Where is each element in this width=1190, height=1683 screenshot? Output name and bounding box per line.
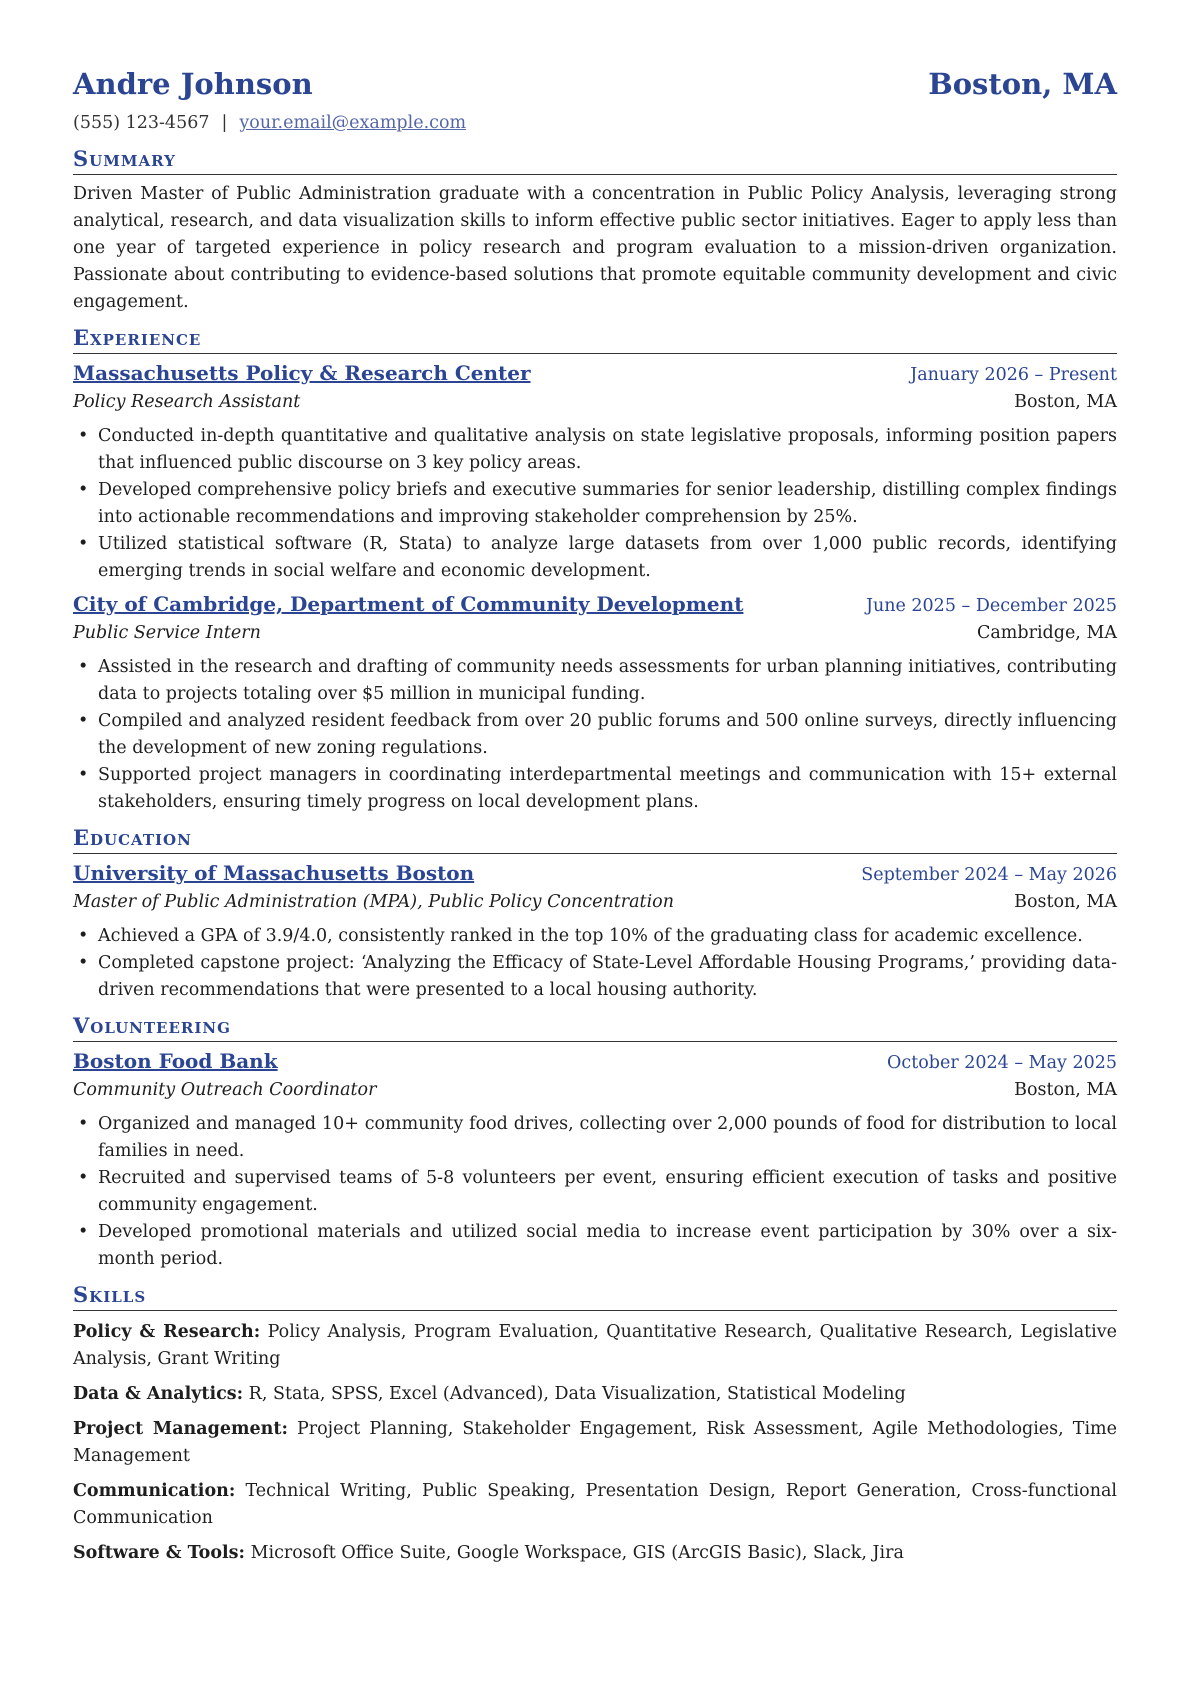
entry-role: Master of Public Administration (MPA), Public Policy Concentration — [73, 892, 674, 912]
skill-list: Microsoft Office Suite, Google Workspace, GIS (ArcGIS Basic), Slack, Jira — [250, 1543, 904, 1563]
skill-line — [73, 1381, 1117, 1408]
education-entry — [73, 860, 1117, 1004]
entry-role: Policy Research Assistant — [73, 392, 301, 412]
skill-line — [73, 1540, 1117, 1567]
bullet-list — [73, 1111, 1117, 1273]
organization-link[interactable]: City of Cambridge, Department of Community Development — [73, 592, 744, 616]
entry-location: Boston, MA — [1014, 392, 1117, 412]
bullet-item: • Utilized statistical software (R, Stata) to analyze large datasets from over 1,000 public records, identifying emerging trends in social welfare and economic development. — [98, 531, 1117, 585]
entry-dates: January 2026 – Present — [910, 365, 1117, 385]
phone-number: (555) 123-4567 — [73, 113, 210, 133]
bullet-item: • Supported project managers in coordinating interdepartmental meetings and communication with 15+ external stakeholders, ensuring timely progress on local development plans. — [98, 762, 1117, 816]
skill-category: Data & Analytics: — [73, 1384, 244, 1404]
entry-location: Boston, MA — [1014, 1080, 1117, 1100]
bullet-item: • Completed capstone project: ‘Analyzing the Efficacy of State-Level Affordable Housing Programs,’ providing data-driven recommendations that were presented to a local housing authority. — [98, 950, 1117, 1004]
skill-line — [73, 1319, 1117, 1373]
bullet-list — [73, 423, 1117, 585]
section-title-experience: Experience — [73, 324, 1117, 354]
contact-separator: | — [221, 113, 228, 133]
resume-header — [73, 64, 1117, 104]
summary-text: Driven Master of Public Administration graduate with a concentration in Public Policy Analysis, leveraging strong analytical, research, and data visualization skills to inform effective public sector initiatives. Eager to apply less than one year of targeted experience in policy research and program evaluation to a mission-driven organization. Passionate about contributing to evidence-based solutions that promote equitable community development and civic engagement. — [73, 184, 1117, 312]
bullet-item: • Developed promotional materials and utilized social media to increase event participation by 30% over a six-month period. — [98, 1219, 1117, 1273]
skill-list: R, Stata, SPSS, Excel (Advanced), Data Visualization, Statistical Modeling — [248, 1384, 906, 1404]
bullet-list — [73, 654, 1117, 816]
header-location: Boston, MA — [928, 67, 1117, 101]
entry-dates: October 2024 – May 2025 — [887, 1053, 1117, 1073]
entry-dates: September 2024 – May 2026 — [861, 865, 1117, 885]
skill-line — [73, 1416, 1117, 1470]
skill-category: Project Management: — [73, 1419, 288, 1439]
skill-line — [73, 1478, 1117, 1532]
organization-link[interactable]: Massachusetts Policy & Research Center — [73, 361, 531, 385]
bullet-item: • Organized and managed 10+ community food drives, collecting over 2,000 pounds of food for distribution to local families in need. — [98, 1111, 1117, 1165]
bullet-item: • Recruited and supervised teams of 5-8 volunteers per event, ensuring efficient execution of tasks and positive community engagement. — [98, 1165, 1117, 1219]
entry-location: Boston, MA — [1014, 892, 1117, 912]
bullet-item: • Assisted in the research and drafting of community needs assessments for urban planning initiatives, contributing data to projects totaling over $5 million in municipal funding. — [98, 654, 1117, 708]
experience-entry — [73, 360, 1117, 585]
skill-category: Communication: — [73, 1481, 236, 1501]
volunteering-entry — [73, 1048, 1117, 1273]
skill-category: Software & Tools: — [73, 1543, 245, 1563]
bullet-item: • Compiled and analyzed resident feedback from over 20 public forums and 500 online surveys, directly influencing the development of new zoning regulations. — [98, 708, 1117, 762]
section-title-summary: Summary — [73, 145, 1117, 175]
entry-dates: June 2025 – December 2025 — [865, 596, 1117, 616]
entry-location: Cambridge, MA — [976, 623, 1117, 643]
skill-list: Technical Writing, Public Speaking, Presentation Design, Report Generation, Cross-functional Communication — [73, 1481, 1117, 1528]
organization-link[interactable]: Boston Food Bank — [73, 1049, 278, 1073]
bullet-list — [73, 923, 1117, 1004]
bullet-item: • Conducted in-depth quantitative and qualitative analysis on state legislative proposals, informing position papers that influenced public discourse on 3 key policy areas. — [98, 423, 1117, 477]
section-title-education: Education — [73, 824, 1117, 854]
bullet-item: • Developed comprehensive policy briefs and executive summaries for senior leadership, distilling complex findings into actionable recommendations and improving stakeholder comprehension by 25%. — [98, 477, 1117, 531]
section-title-skills: Skills — [73, 1281, 1117, 1311]
bullet-item: • Achieved a GPA of 3.9/4.0, consistently ranked in the top 10% of the graduating class for academic excellence. — [98, 923, 1117, 950]
organization-link[interactable]: University of Massachusetts Boston — [73, 861, 475, 885]
email-link[interactable]: your.email@example.com — [239, 113, 467, 133]
skill-list: Project Planning, Stakeholder Engagement, Risk Assessment, Agile Methodologies, Time Management — [73, 1419, 1117, 1466]
entry-role: Community Outreach Coordinator — [73, 1080, 377, 1100]
experience-entry — [73, 591, 1117, 816]
skill-list: Policy Analysis, Program Evaluation, Quantitative Research, Qualitative Research, Legislative Analysis, Grant Writing — [73, 1322, 1117, 1369]
entry-role: Public Service Intern — [73, 623, 261, 643]
skill-category: Policy & Research: — [73, 1322, 261, 1342]
contact-line — [73, 110, 1117, 137]
section-title-volunteering: Volunteering — [73, 1012, 1117, 1042]
candidate-name: Andre Johnson — [73, 67, 313, 101]
